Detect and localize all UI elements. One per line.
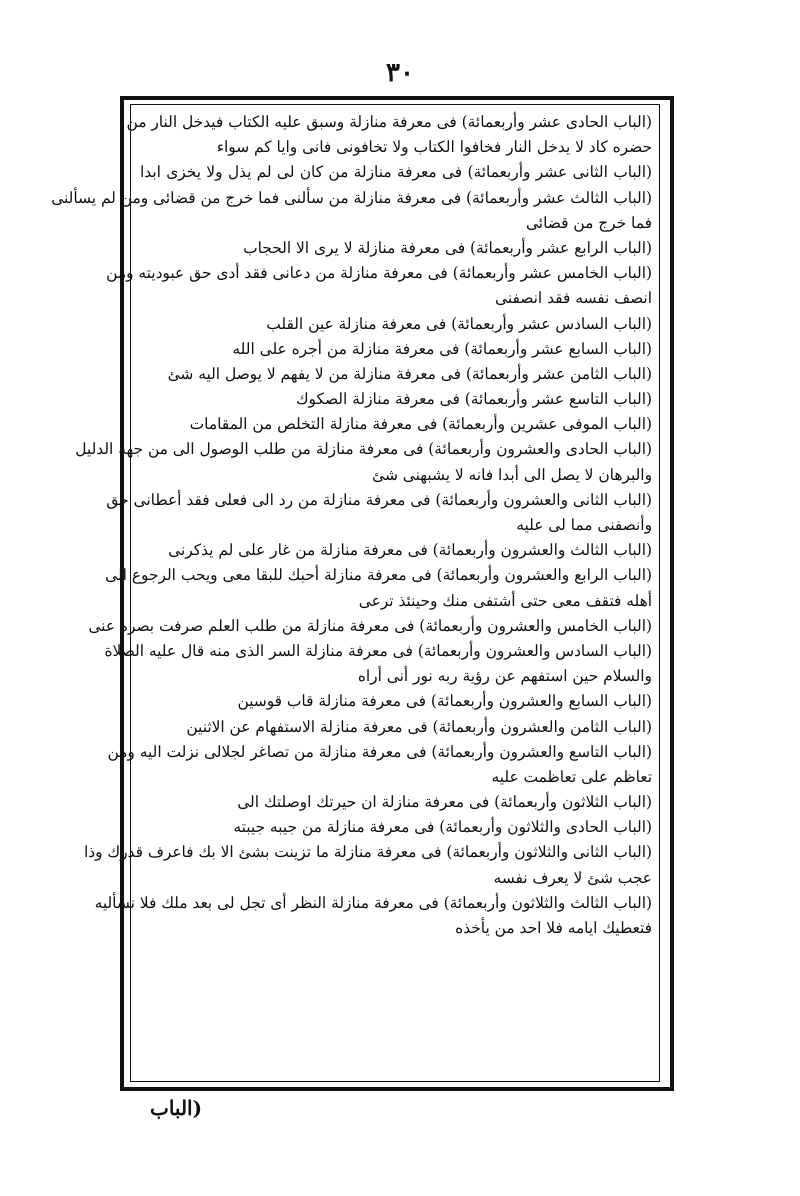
text-line: (الباب الثالث والعشرون وأربعمائة) فى معرفة منازلة من غار على لم يذكرنى [168, 541, 652, 560]
text-line: أهله فتقف معى حتى أشتفى منك وحينئذ ترعى [358, 591, 652, 610]
page-number: ٣٠ [386, 58, 414, 88]
text-line: (الباب الموفى عشرين وأربعمائة) فى معرفة منازلة التخلص من المقامات [189, 415, 652, 434]
text-line: (الباب الثالث عشر وأربعمائة) فى معرفة منازلة من سألنى فما خرج من قضائى ومن لم يسألنى [51, 188, 652, 207]
text-line: فما خرج من قضائى [525, 213, 652, 232]
text-body [51, 110, 652, 1074]
text-line: (الباب الرابع عشر وأربعمائة) فى معرفة منازلة لا يرى الا الحجاب [243, 238, 652, 257]
text-line: (الباب الثالث والثلاثون وأربعمائة) فى معرفة منازلة النظر أى تجل لى بعد ملك فلا نسأليه [94, 893, 652, 912]
text-line: والبرهان لا يصل الى أبدا فانه لا يشبهنى شئ [372, 465, 652, 484]
text-line: (الباب السابع عشر وأربعمائة) فى معرفة منازلة من أجره على الله [232, 339, 652, 358]
catchword: (الباب [150, 1096, 203, 1120]
text-line: (الباب الخامس عشر وأربعمائة) فى معرفة منازلة من دعانى فقد أدى حق عبوديته ومن [106, 264, 652, 283]
text-line: (الباب الثامن والعشرون وأربعمائة) فى معرفة منازلة الاستفهام عن الاثنين [186, 717, 652, 736]
text-line: (الباب الحادى والعشرون وأربعمائة) فى معرفة منازلة من طلب الوصول الى من جهة الدليل [75, 440, 652, 459]
text-line: فتعطيك ايامه فلا احد من يأخذه [455, 919, 652, 937]
text-line: (الباب السادس والعشرون وأربعمائة) فى معرفة منازلة السر الذى منه قال عليه الصلاة [104, 641, 652, 660]
text-line: (الباب السابع والعشرون وأربعمائة) فى معرفة منازلة قاب قوسين [237, 692, 652, 711]
text-line: (الباب الرابع والعشرون وأربعمائة) فى معرفة منازلة أحبك للبقا معى ويحب الرجوع الى [105, 566, 652, 585]
text-line: (الباب التاسع والعشرون وأربعمائة) فى معرفة منازلة من تصاغر لجلالى نزلت اليه ومن [107, 742, 652, 761]
text-line: عجب شئ لا يعرف نفسه [493, 868, 652, 887]
text-line: حضره كاد لا يدخل النار فخافوا الكتاب ولا تخافونى فانى وايا كم سواء [216, 138, 652, 157]
text-line: (الباب الحادى عشر وأربعمائة) فى معرفة منازلة وسبق عليه الكتاب فيدخل النار من [126, 113, 652, 131]
text-line: (الباب الحادى والثلاثون وأربعمائة) فى معرفة منازلة من جيبه جيبته [233, 818, 652, 837]
text-line: (الباب الثانى والثلاثون وأربعمائة) فى معرفة منازلة ما تزينت بشئ الا بك فاعرف قدرك وذا [83, 843, 652, 862]
text-line: (الباب التاسع عشر وأربعمائة) فى معرفة منازلة الصكوك [295, 390, 652, 409]
text-line: (الباب الثانى والعشرون وأربعمائة) فى معرفة منازلة من رد الى فعلى فقد أعطانى حق [106, 490, 652, 509]
text-line: (الباب السادس عشر وأربعمائة) فى معرفة منازلة عين القلب [266, 314, 652, 333]
text-line: والسلام حين استفهم عن رؤية ربه نور أنى أراه [357, 667, 652, 686]
text-line: (الباب الثلاثون وأربعمائة) فى معرفة منازلة ان حيرتك اوصلتك الى [237, 793, 652, 812]
text-line: (الباب الثامن عشر وأربعمائة) فى معرفة منازلة من لا يفهم لا يوصل اليه شئ [167, 364, 652, 383]
text-line: (الباب الثانى عشر وأربعمائة) فى معرفة منازلة من كان لى لم يذل ولا يخزى ابدا [140, 163, 652, 182]
text-line: انصف نفسه فقد انصفنى [495, 289, 652, 308]
text-line: وأنصفنى مما لى عليه [516, 516, 652, 534]
text-line: (الباب الخامس والعشرون وأربعمائة) فى معرفة منازلة من طلب العلم صرفت بصره عنى [88, 616, 652, 635]
text-line: تعاظم على تعاظمت عليه [491, 767, 652, 786]
